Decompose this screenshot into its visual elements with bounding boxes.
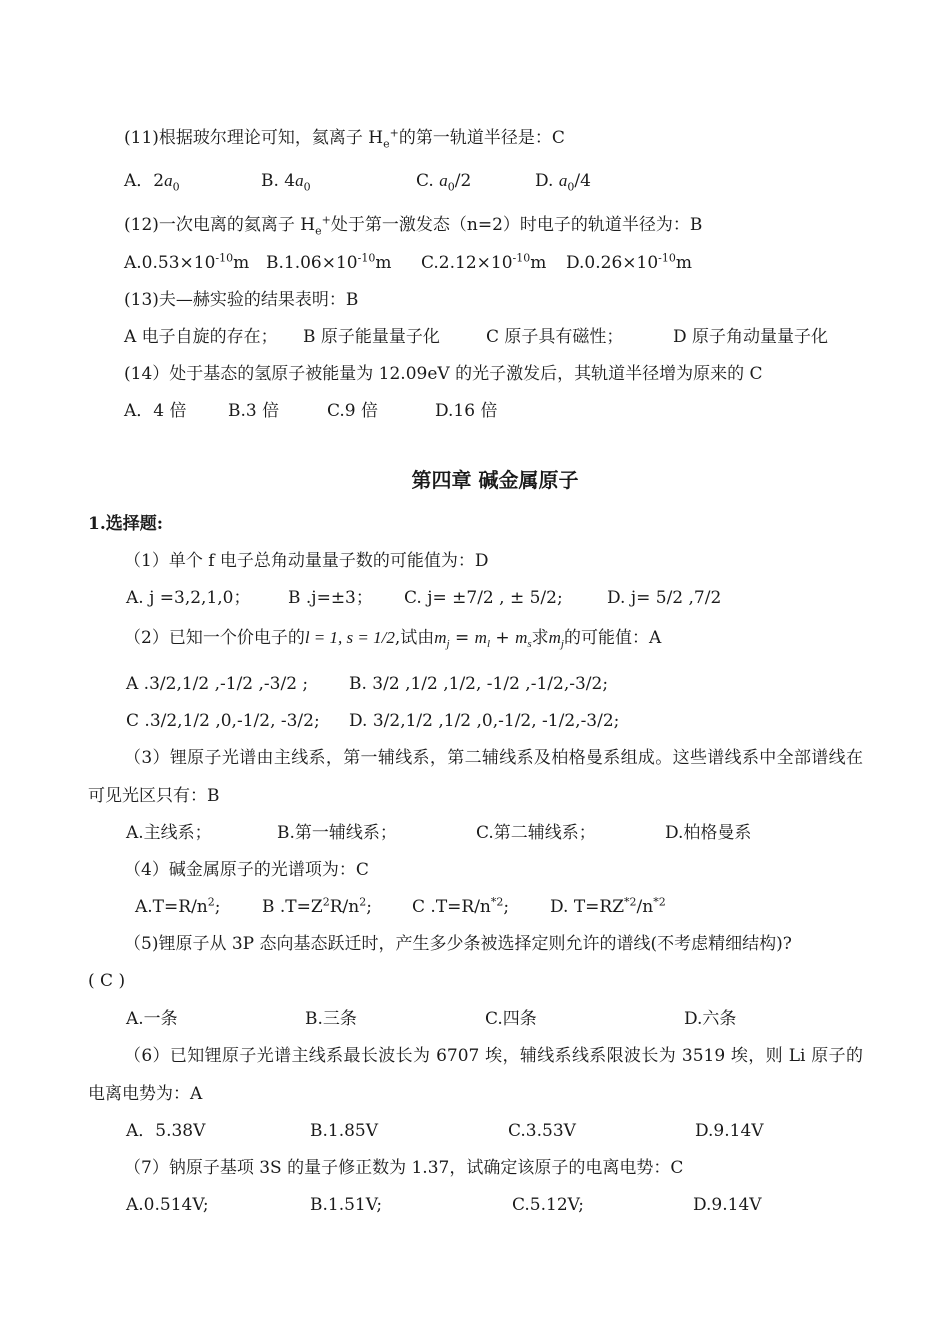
chapter4-question-2-option-b: B. 3/2 ,1/2 ,1/2, -1/2 ,-1/2,-3/2; [349,674,609,694]
chapter-title: 第四章 碱金属原子 [411,468,579,492]
chapter4-question-5-option-c: C.四条 [485,1009,537,1029]
chapter4-question-6-option-a: A．5.38V [126,1121,206,1141]
question-12-option-b: $B.1.06\times 10^{-10}m$ [266,251,392,273]
chapter4-question-1-stem: （1）单个 f 电子总角动量量子数的可能值为：D [124,551,489,571]
chapter4-question-7-stem: （7）钠原子基项 3S 的量子修正数为 1.37，试确定该原子的电离电势：C [124,1158,684,1178]
question-14-option-a: A．4 倍 [124,401,187,421]
section-title: 1.选择题: [88,514,164,534]
chapter4-question-4-option-b: B $.T=Z^2R/n^2$; [262,895,372,917]
question-11-option-a: A．$2a_0$ [124,171,180,194]
question-14-option-d: D.16 倍 [435,401,498,421]
formula-l-s: l = 1, s = 1/2 [304,628,395,647]
chapter4-question-1-option-a: A. j =3,2,1,0； [126,588,251,608]
chapter4-question-3-option-d: D.柏格曼系 [665,823,752,843]
chapter4-question-5-option-a: A.一条 [126,1009,178,1029]
question-12-option-d: $D.0.26\times 10^{-10}m$ [566,251,692,273]
question-11-option-c: C. $a_0/2$ [416,171,472,194]
chapter4-question-5-option-d: D.六条 [684,1009,737,1029]
question-12-option-c: $C.2.12\times 10^{-10}m$ [421,251,547,273]
chapter4-question-1-option-d: D. j= 5/2 ,7/2 [607,588,722,608]
question-13-option-d: D 原子角动量量子化 [673,327,829,347]
chapter4-question-7-option-d: D.9.14V [693,1195,762,1215]
chapter4-question-5-option-b: B.三条 [305,1009,357,1029]
question-14-option-b: B.3 倍 [228,401,280,421]
chapter4-question-4-option-d: D. $T=RZ^{*2}/n^{*2}$ [550,895,666,917]
chapter4-question-4-stem: （4）碱金属原子的光谱项为：C [124,860,369,880]
chapter4-question-2-option-a: A .3/2,1/2 ,-1/2 ,-3/2 ; [126,674,309,694]
chapter4-question-6-option-c: C.3.53V [508,1121,576,1141]
chapter4-question-6-stem: （6）已知锂原子光谱主线系最长波长为 6707 埃，辅线系线系限波长为 3519 埃，则 Li 原子的电离电势为：A [88,1046,863,1104]
chapter4-question-6-option-d: D.9.14V [695,1121,764,1141]
question-12-stem: (12)一次电离的氦离子 $H_e^+$处于第一激发态（n=2）时电子的轨道半径为：B [124,213,703,238]
chapter4-question-1-option-c: C. j= ±7/2 , ± 5/2; [404,588,563,608]
question-11-option-d: D. $a_0/4$ [535,171,591,194]
chapter4-question-5-answer: ( C ) [88,971,126,991]
chapter4-question-5-stem: （5)锂原子从 3P 态向基态跃迁时，产生多少条被选择定则允许的谱线(不考虑精细结构)? [124,934,792,954]
chapter4-question-2-stem: （2）已知一个价电子的l = 1, s = 1/2,试由$m_j = m_l + m_s$求$m_j$的可能值：A [124,628,662,651]
chapter4-question-3-option-c: C.第二辅线系； [476,823,596,843]
chapter4-question-2-option-c: C .3/2,1/2 ,0,-1/2, -3/2; [126,711,320,731]
question-11-stem: (11)根据玻尔理论可知，氦离子 $H_e^+$的第一轨道半径是：C [124,126,565,151]
question-12-option-a: $A.0.53\times 10^{-10}m$ [124,251,250,273]
question-13-option-a: A 电子自旋的存在； [124,327,278,347]
question-14-option-c: C.9 倍 [327,401,379,421]
chapter4-question-3-stem: （3）锂原子光谱由主线系，第一辅线系，第二辅线系及柏格曼系组成。这些谱线系中全部谱线在可见光区只有：B [88,748,863,806]
question-14-stem: (14）处于基态的氢原子被能量为 12.09eV 的光子激发后，其轨道半径增为原来的 C [124,364,763,384]
question-13-option-b: B 原子能量量子化 [303,327,440,347]
chapter4-question-1-option-b: B .j=±3； [288,588,373,608]
question-13-option-c: C 原子具有磁性； [486,327,624,347]
chapter4-question-3-option-b: B.第一辅线系； [277,823,397,843]
chapter4-question-4-option-a: $A.T=R/n^2$; [135,895,221,917]
chapter4-question-3-option-a: A.主线系； [126,823,212,843]
chapter4-question-7-option-c: C.5.12V; [512,1195,584,1215]
question-11-option-b: B. $4a_0$ [261,171,311,194]
chapter4-question-6-option-b: B.1.85V [310,1121,379,1141]
chapter4-question-2-option-d: D. 3/2,1/2 ,1/2 ,0,-1/2, -1/2,-3/2; [349,711,620,731]
question-13-stem: (13)夫—赫实验的结果表明：B [124,290,359,310]
chapter4-question-7-option-b: B.1.51V; [310,1195,383,1215]
chapter4-question-4-option-c: C $.T=R/n^{*2}$; [412,895,510,917]
chapter4-question-7-option-a: A.0.514V; [126,1195,209,1215]
